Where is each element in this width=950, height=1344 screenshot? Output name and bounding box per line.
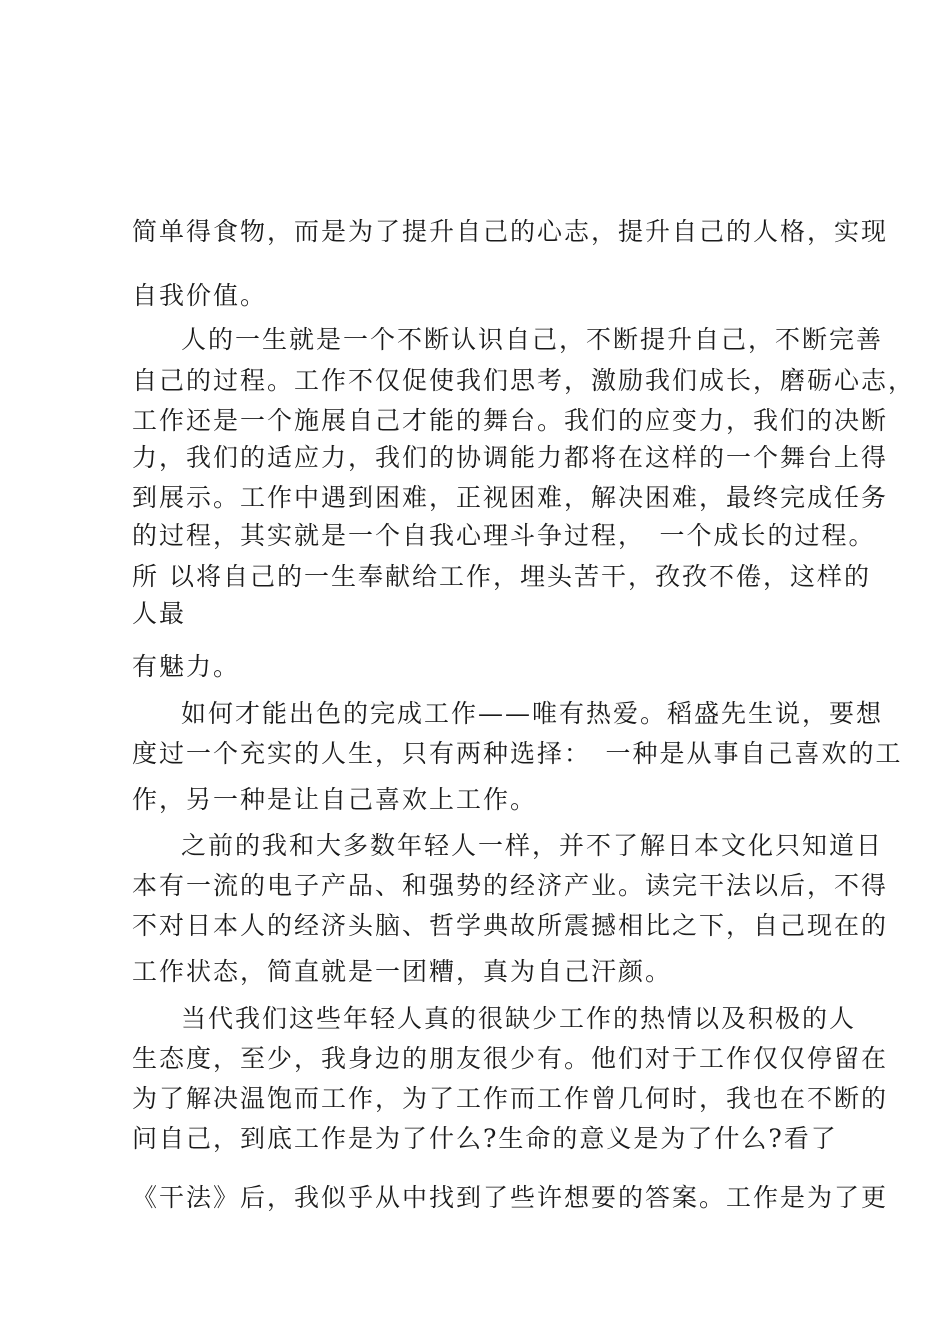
text-line: 所 以将自己的一生奉献给工作，埋头苦干，孜孜不倦，这样的 bbox=[132, 562, 871, 591]
text-line: 生态度，至少，我身边的朋友很少有。他们对于工作仅仅停留在 bbox=[132, 1044, 889, 1073]
paragraph-first-line: 如何才能出色的完成工作——唯有热爱。稻盛先生说，要想 bbox=[181, 699, 884, 728]
paragraph-first-line: 人的一生就是一个不断认识自己，不断提升自己，不断完善 bbox=[181, 325, 884, 354]
text-line: 为了解决温饱而工作，为了工作而工作曾几何时，我也在不断的 bbox=[132, 1084, 889, 1113]
text-line: 工作状态，简直就是一团糟，真为自己汗颜。 bbox=[132, 957, 673, 986]
text-line: 度过一个充实的人生，只有两种选择： 一种是从事自己喜欢的工 bbox=[132, 739, 903, 768]
text-line: 力，我们的适应力，我们的协调能力都将在这样的一个舞台上得 bbox=[132, 443, 889, 472]
text-line: 本有一流的电子产品、和强势的经济产业。读完干法以后，不得 bbox=[132, 871, 889, 900]
text-line: 自我价值。 bbox=[132, 281, 268, 310]
text-line: 到展示。工作中遇到困难，正视困难，解决困难，最终完成任务 bbox=[132, 483, 889, 512]
text-line: 《干法》后，我似乎从中找到了些许想要的答案。工作是为了更 bbox=[132, 1183, 889, 1212]
paragraph-first-line: 之前的我和大多数年轻人一样，并不了解日本文化只知道日 bbox=[181, 831, 884, 860]
text-line: 问自己，到底工作是为了什么?生命的意义是为了什么?看了 bbox=[132, 1124, 838, 1153]
text-line: 有魅力。 bbox=[132, 652, 241, 681]
paragraph-first-line: 当代我们这些年轻人真的很缺少工作的热情以及积极的人 bbox=[181, 1004, 857, 1033]
text-line: 工作还是一个施展自己才能的舞台。我们的应变力，我们的决断 bbox=[132, 406, 889, 435]
text-line: 人最 bbox=[132, 599, 187, 628]
text-line: 作，另一种是让自己喜欢上工作。 bbox=[132, 785, 538, 814]
text-line: 自己的过程。工作不仅促使我们思考，激励我们成长，磨砺心志， bbox=[132, 366, 916, 395]
text-line: 不对日本人的经济头脑、哲学典故所震撼相比之下，自己现在的 bbox=[132, 911, 889, 940]
text-line: 简单得食物，而是为了提升自己的心志，提升自己的人格，实现 bbox=[132, 217, 889, 246]
text-line: 的过程，其实就是一个自我心理斗争过程， 一个成长的过程。 bbox=[132, 521, 876, 550]
